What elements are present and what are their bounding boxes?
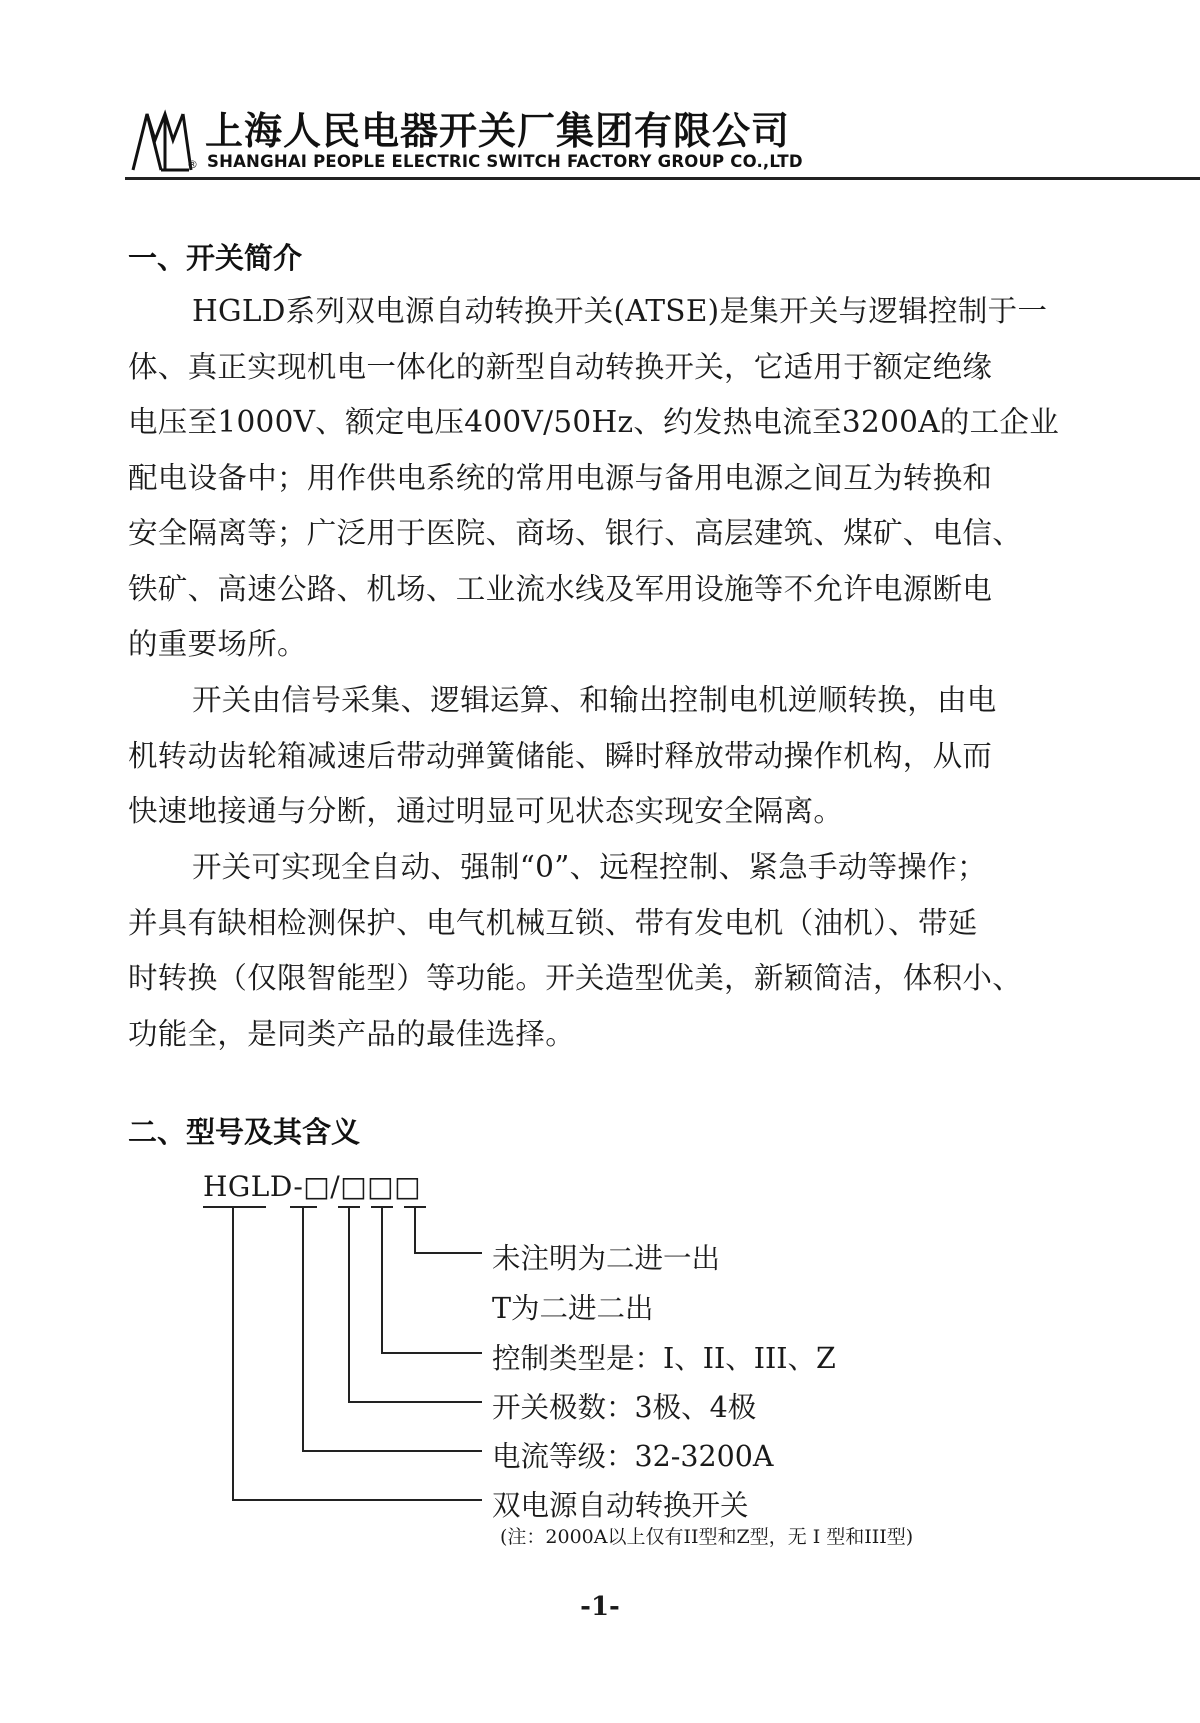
registered-mark: ®: [187, 158, 198, 171]
diagram-label-product: 双电源自动转换开关: [492, 1489, 749, 1522]
page-number: -1-: [580, 1592, 620, 1622]
paragraph-intro-3: 开关可实现全自动、强制“0”、远程控制、紧急手动等操作； 并具有缺相检测保护、电气机械互锁、带有发电机（油机）、带延 时转换（仅限智能型）等功能。开关造型优美，新颖简洁，体积小、 功能全，是同类产品的最佳选择。: [128, 850, 1023, 1051]
model-code: HGLD-□/□□□: [203, 1170, 422, 1203]
diagram-label-poles: 开关极数：3极、4极: [492, 1391, 757, 1424]
diagram-label-output-t: T为二进二出: [492, 1292, 654, 1325]
company-name-en: SHANGHAI PEOPLE ELECTRIC SWITCH FACTORY GROUP CO.,LTD: [207, 152, 803, 171]
diagram-label-control-type: 控制类型是：I、II、III、Z: [492, 1342, 836, 1375]
diagram-label-current: 电流等级：32-3200A: [492, 1440, 774, 1473]
paragraph-intro-2: 开关由信号采集、逻辑运算、和输出控制电机逆顺转换，由电 机转动齿轮箱减速后带动弹簧储能、瞬时释放带动操作机构，从而 快速地接通与分断，通过明显可见状态实现安全隔离。: [128, 683, 997, 828]
diagram-label-output: 未注明为二进一出: [492, 1242, 721, 1275]
paragraph-intro-1: HGLD系列双电源自动转换开关(ATSE)是集开关与逻辑控制于一 体、真正实现机电一体化的新型自动转换开关，它适用于额定绝缘 电压至1000V、额定电压400V/50Hz、约发热电流至3200A的工企业 配电设备中；用作供电系统的常用电源与备用电源之间互为转换和 安全隔离等；广泛用于医院、商场、银行、高层建筑、煤矿、电信、 铁矿、高速公路、机场、工业流水线及军用设施等不允许电源断电 的重要场所。: [128, 294, 1060, 661]
section-heading-model: 二、型号及其含义: [128, 1115, 361, 1149]
company-name-cn: 上海人民电器开关厂集团有限公司: [205, 109, 791, 153]
section-heading-intro: 一、开关简介: [128, 241, 303, 275]
diagram-note: (注：2000A以上仅有II型和Z型，无 I 型和III型): [500, 1526, 914, 1548]
